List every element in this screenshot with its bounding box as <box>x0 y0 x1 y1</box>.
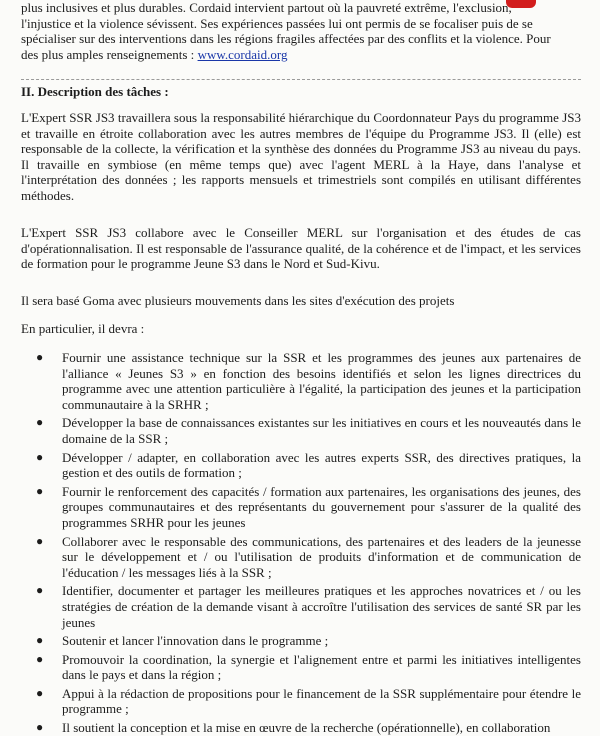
task-text: Identifier, documenter et partager les meilleures pratiques et les approches novatrices et / ou les stratégies de création de la demande visant à accroître l'utilisation des services de santé SR par les jeunes <box>62 583 581 630</box>
bullet-icon: ● <box>36 533 44 548</box>
bullet-icon: ● <box>36 651 44 666</box>
bullet-icon: ● <box>36 483 44 498</box>
duties-subheading: En particulier, il devra : <box>21 321 145 336</box>
intro-line: l'injustice et la violence sévissent. Ses expériences passées lui ont permis de se focaliser puis de se <box>21 15 533 31</box>
task-item <box>36 583 581 630</box>
bullet-icon: ● <box>36 350 44 364</box>
description-paragraph-1: L'Expert SSR JS3 travaillera sous la responsabilité hiérarchique du Coordonnateur Pays du programme JS3 et travaille en étroite collaboration avec les autres membres de l'équipe du Programme JS3. Il (elle) est responsable de la collecte, la vérification et la synthèse des données du Programme JS3 au niveau du pays. Il travaille en symbiose (en même temps que) avec l'agent MERL à la Haye, dans l'analyse et l'interprétation des données ; les rapports mensuels et trimestriels sont compilés en utilisant différentes méthodes. <box>21 110 581 203</box>
task-text: Promouvoir la coordination, la synergie et l'alignement entre et parmi les initiatives intelligentes dans le pays et dans la région ; <box>62 651 581 683</box>
task-text: Fournir le renforcement des capacités / formation aux partenaires, les organisations des jeunes, des groupes communautaires et des représentants du gouvernement pour s'assurer de la qualité des programmes SRHR pour les jeunes <box>62 483 581 530</box>
task-text: Soutenir et lancer l'innovation dans le programme ; <box>62 633 329 649</box>
task-text: Développer / adapter, en collaboration avec les autres experts SSR, des directives pratiques, la gestion et des outils de formation ; <box>62 449 581 481</box>
task-item <box>36 484 581 531</box>
task-item <box>36 450 581 481</box>
task-text: Collaborer avec le responsable des communications, des partenaires et des leaders de la jeunesse sur le développement et / ou l'utilisation de produits d'information et de communication de l'éducation / les messages liés à la SSR ; <box>62 533 581 580</box>
intro-last-line <box>21 47 581 63</box>
location-paragraph: Il sera basé Goma avec plusieurs mouvements dans les sites d'exécution des projets <box>21 293 455 308</box>
bullet-icon: ● <box>36 720 44 735</box>
intro-last-line-text: des plus amples renseignements : <box>21 46 198 62</box>
task-text: Il soutient la conception et la mise en œuvre de la recherche (opérationnelle), en collaboration <box>62 720 551 736</box>
section-divider <box>21 79 581 81</box>
bullet-icon: ● <box>36 415 44 430</box>
task-text: Fournir une assistance technique sur la SSR et les programmes des jeunes aux partenaires de l'alliance « Jeunes S3 » en fonction des besoins identifiés et selon les lignes directrices du programme avec une attention particulière à l'égalité, la participation des jeunes et la participation communautaire à la SRHR ; <box>62 350 581 412</box>
task-item <box>36 534 581 581</box>
task-item <box>36 350 581 412</box>
intro-paragraph <box>21 0 581 62</box>
task-item <box>36 686 581 717</box>
cordaid-link[interactable]: www.cordaid.org <box>197 46 288 62</box>
task-item <box>36 720 581 736</box>
section-heading: II. Description des tâches : <box>21 84 169 99</box>
bullet-icon: ● <box>36 449 44 464</box>
task-item <box>36 633 581 649</box>
intro-line: plus inclusives et plus durables. Cordaid intervient partout où la pauvreté extrême, l'exclusion, <box>21 0 512 15</box>
bullet-icon: ● <box>36 685 44 700</box>
task-text: Développer la base de connaissances existantes sur les initiatives en cours et les nouveautés dans le domaine de la SSR ; <box>62 415 581 446</box>
description-paragraph-2: L'Expert SSR JS3 collabore avec le Conseiller MERL sur l'organisation et des études de cas d'opérationnalisation. Il est responsable de l'assurance qualité, de la cohérence et de l'impact, et les services de formation pour le programme Jeune S3 dans le Nord et Sud-Kivu. <box>21 225 581 272</box>
bullet-icon: ● <box>36 583 44 598</box>
intro-line: spécialiser sur des interventions dans les régions fragiles affectées par des conflits et la violence. Pour <box>21 31 551 47</box>
task-text: Appui à la rédaction de propositions pour le financement de la SSR supplémentaire pour étendre le programme ; <box>62 685 581 717</box>
task-item <box>36 415 581 446</box>
bullet-icon: ● <box>36 633 44 648</box>
task-item <box>36 652 581 683</box>
task-list <box>36 350 581 736</box>
